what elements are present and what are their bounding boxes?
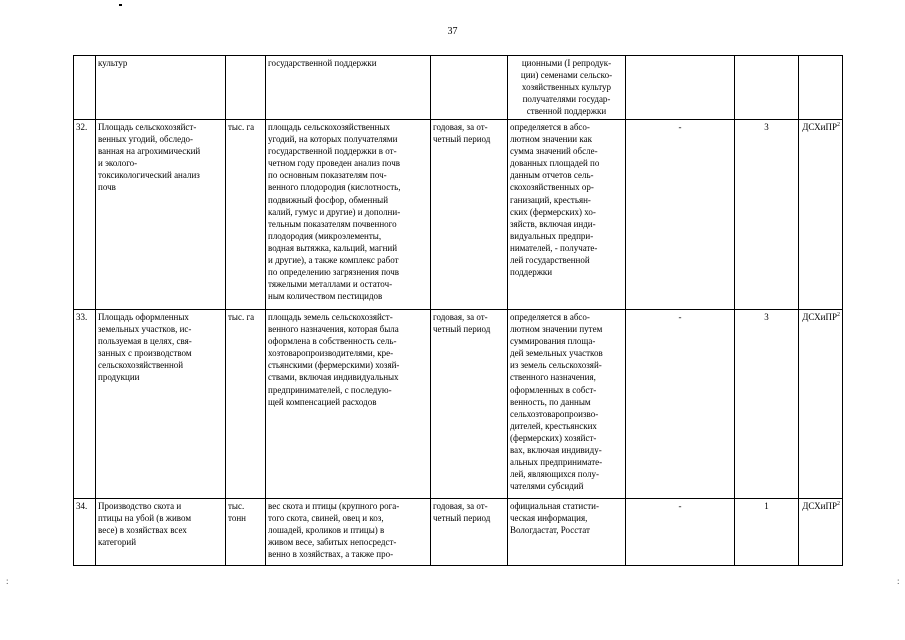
periodicity-cell bbox=[431, 56, 508, 120]
column-8-cell bbox=[735, 56, 799, 120]
left-edge-mark: : bbox=[6, 576, 9, 586]
row-number-cell: 34. bbox=[74, 499, 96, 566]
scan-speck bbox=[119, 4, 122, 6]
indicator-name-cell: Площадь оформленных земельных участков, ис- пользуемая в целях, свя- занных с производством сельскохозяйственной продукции bbox=[96, 310, 226, 499]
right-edge-mark: : bbox=[897, 576, 900, 586]
table-row-continued bbox=[74, 56, 843, 120]
page-number: 37 bbox=[447, 26, 458, 37]
row-number-cell: 32. bbox=[74, 120, 96, 310]
indicator-name-cell: Площадь сельскохозяйст- венных угодий, обследо- ванная на агрохимический и эколого- токсикологический анализ почв bbox=[96, 120, 226, 310]
indicator-name-cell: Производство скота и птицы на убой (в живом весе) в хозяйствах всех категорий bbox=[96, 499, 226, 566]
calculation-method-cell: определяется в абсо- лютном значении путем суммирования площа- дей земельных участков из земель сельскохозяй- ственного назначения, оформленных в собст- венность, по данным сельхозтоваропроизво- дителей, крестьянских (фермерских) хозяйст- вах, включая индивиду- альных предпринимате- лей, являющихся полу- чателями субсидий bbox=[508, 310, 626, 499]
periodicity-cell: годовая, за от- четный период bbox=[431, 120, 508, 310]
indicators-table bbox=[73, 55, 843, 566]
table-row bbox=[74, 499, 843, 566]
row-number-cell bbox=[74, 56, 96, 120]
definition-cell: площадь земель сельскохозяйст- венного назначения, которая была оформлена в собственность сель- хозтоваропроизводителями, кре- стьянскими (фермерскими) хозяй- ствами, включая индивидуальных предпринимателей, с последую- щей компенсацией расходов bbox=[266, 310, 431, 499]
responsible-cell: ДСХиПР$^2$ bbox=[799, 310, 843, 499]
column-7-cell bbox=[626, 56, 735, 120]
calculation-method-cell: определяется в абсо- лютном значении как сумма значений обсле- дованных площадей по данным отчетов сель- скохозяйственных ор- ганизаций, крестьян- ских (фермерских) хо- зяйств, включая инди- видуальных предпри- нимателей, - получате- лей государственной поддержки bbox=[508, 120, 626, 310]
column-8-cell: 3 bbox=[735, 120, 799, 310]
column-7-cell: - bbox=[626, 310, 735, 499]
unit-cell bbox=[226, 56, 266, 120]
unit-cell: тыс. тонн bbox=[226, 499, 266, 566]
responsible-cell bbox=[799, 56, 843, 120]
responsible-cell: ДСХиПР$^2$ bbox=[799, 120, 843, 310]
table-row bbox=[74, 120, 843, 310]
calculation-method-cell: официальная статисти- ческая информация, Вологдастат, Росстат bbox=[508, 499, 626, 566]
unit-cell: тыс. га bbox=[226, 310, 266, 499]
column-7-cell: - bbox=[626, 499, 735, 566]
column-8-cell: 3 bbox=[735, 310, 799, 499]
definition-cell: площадь сельскохозяйственных угодий, на которых получателями государственной поддержки в от- четном году проведен анализ почв по основным показателям поч- венного плодородия (кислотность, подвижный фосфор, обменный калий, гумус и другие) и дополни- тельным показателям почвенного плодородия (микроэлементы, водная вытяжка, кальций, магний и другие), а также комплекс работ по определению загрязнения почв тяжелыми металлами и остаточ- ным количеством пестицидов bbox=[266, 120, 431, 310]
column-8-cell: 1 bbox=[735, 499, 799, 566]
row-number-cell: 33. bbox=[74, 310, 96, 499]
unit-cell: тыс. га bbox=[226, 120, 266, 310]
indicator-name-cell: культур bbox=[96, 56, 226, 120]
calculation-method-cell: ционными (I репродук- ции) семенами сельско- хозяйственных культур получателями государ- ственной поддержки bbox=[508, 56, 626, 120]
column-7-cell: - bbox=[626, 120, 735, 310]
periodicity-cell: годовая, за от- четный период bbox=[431, 499, 508, 566]
table-row bbox=[74, 310, 843, 499]
definition-cell: государственной поддержки bbox=[266, 56, 431, 120]
responsible-cell: ДСХиПР$^2$ bbox=[799, 499, 843, 566]
definition-cell: вес скота и птицы (крупного рога- того скота, свиней, овец и коз, лошадей, кроликов и птицы) в живом весе, забитых непосредст- венно в хозяйствах, а также про- bbox=[266, 499, 431, 566]
periodicity-cell: годовая, за от- четный период bbox=[431, 310, 508, 499]
